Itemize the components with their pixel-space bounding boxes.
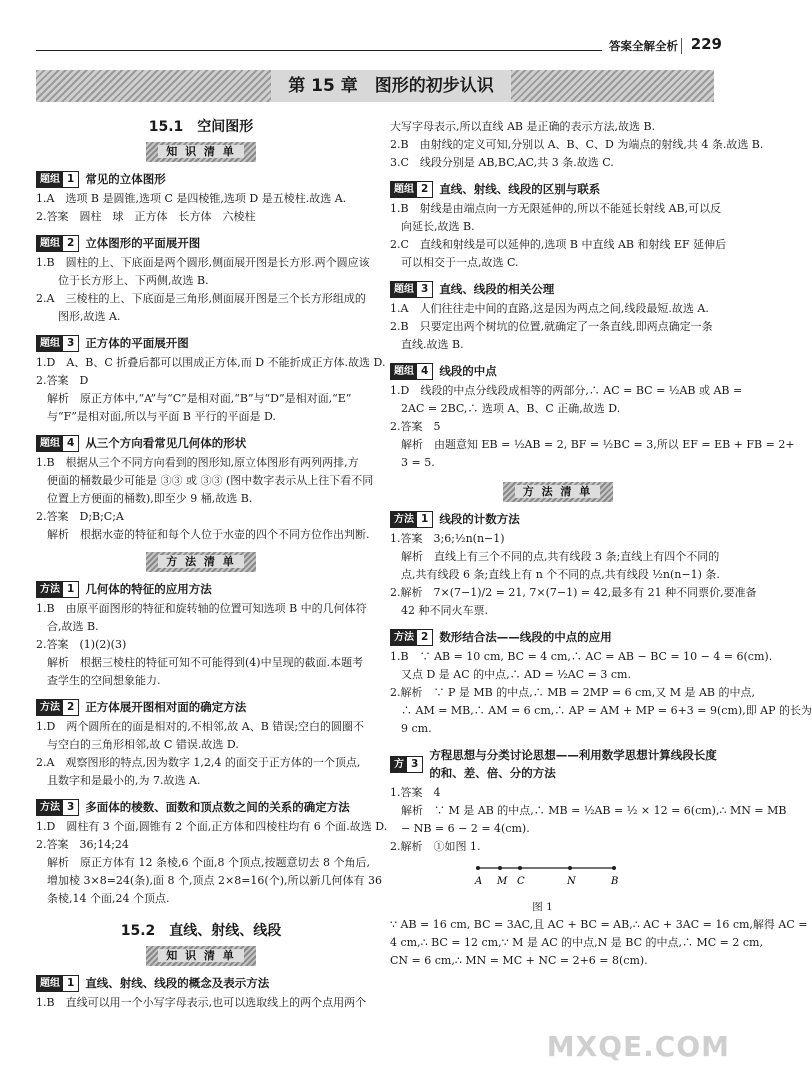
badge-number: 2 bbox=[67, 700, 75, 713]
badge-label: 题组 bbox=[37, 436, 63, 451]
answer-line: 2.答案 36;14;24 bbox=[36, 838, 129, 851]
page-number: 229 bbox=[690, 35, 722, 53]
badge-label: 方法 bbox=[37, 582, 63, 597]
answer-line: 便面的桶数最少可能是 ③③ 或 ③③ (图中数字表示从上往下看不同 bbox=[36, 474, 374, 487]
answer-line: 1.答案 3;6;½n(n−1) bbox=[390, 532, 505, 545]
answer-line: 2.A 三棱柱的上、下底面是三角形,侧面展开图是三个长方形组成的 bbox=[36, 292, 366, 305]
answer-line: 又点 D 是 AC 的中点,∴ AD = ½AC = 3 cm. bbox=[390, 668, 631, 681]
badge-label: 方法 bbox=[37, 700, 63, 715]
group-heading bbox=[36, 698, 366, 716]
group-heading bbox=[390, 510, 725, 528]
answer-line: 2.答案 圆柱 球 正方体 长方体 六棱柱 bbox=[36, 210, 256, 223]
answer-line: 点,共有线段 6 条;直线上有 n 个不同的点,共有线段 ½n(n−1) 条. bbox=[390, 568, 720, 581]
badge-number: 3 bbox=[421, 282, 429, 295]
badge-number: 3 bbox=[67, 336, 75, 349]
answer-line: ∵ AB = 16 cm, BC = 3AC,且 AC + BC = AB,∴ AC + 3AC = 16 cm,解得 AC = bbox=[390, 918, 808, 931]
point-n bbox=[568, 866, 572, 870]
group-badge bbox=[36, 799, 79, 816]
badge-number: 1 bbox=[421, 512, 429, 525]
answer-line: 合,故选 B. bbox=[36, 620, 99, 633]
group-title: 正方体展开图相对面的确定方法 bbox=[85, 700, 247, 714]
answer-line: 解析 根据三棱柱的特征可知不可能得到(4)中呈现的截面.本题考 bbox=[36, 656, 364, 669]
point-m bbox=[498, 866, 502, 870]
group-badge bbox=[390, 629, 433, 646]
answer-line: 位置上方便面的桶数),即至少 9 桶,故选 B. bbox=[36, 492, 253, 505]
answer-line: 1.D A、B、C 折叠后都可以围成正方体,而 D 不能折成正方体.故选 D. bbox=[36, 356, 386, 369]
group-badge bbox=[390, 181, 433, 198]
answer-line: 3 = 5. bbox=[390, 456, 435, 469]
group-heading bbox=[36, 974, 366, 992]
badge-label: 题组 bbox=[37, 172, 63, 187]
group-heading bbox=[36, 434, 366, 452]
answer-line: 2.解析 ∵ P 是 MB 的中点,∴ MB = 2MP = 6 cm,又 M 是 AB 的中点, bbox=[390, 686, 756, 699]
badge-number: 2 bbox=[67, 236, 75, 249]
left-column bbox=[36, 118, 388, 1012]
answer-line: CN = 6 cm,∴ MN = MC + NC = 2+6 = 8(cm). bbox=[390, 954, 648, 967]
left-group-last bbox=[36, 974, 366, 1012]
left-groups bbox=[36, 170, 386, 544]
group-title: 从三个方向看常见几何体的形状 bbox=[85, 436, 247, 450]
badge-label: 题组 bbox=[391, 182, 417, 197]
section-tag: 知 识 清 单 bbox=[146, 946, 256, 966]
point-label: B bbox=[611, 876, 619, 887]
badge-label: 方法 bbox=[391, 757, 407, 772]
group-heading bbox=[36, 580, 366, 598]
answer-line: 1.B 射线是由端点向一方无限延伸的,所以不能延长射线 AB,可以反 bbox=[390, 202, 722, 215]
answer-line: 42 种不同火车票. bbox=[390, 604, 488, 617]
point-label: M bbox=[497, 876, 508, 887]
figure-caption: 图 1 bbox=[532, 901, 553, 913]
group-heading bbox=[390, 628, 725, 646]
answer-line: 图形,故选 A. bbox=[36, 310, 121, 323]
section-tag: 知 识 清 单 bbox=[146, 142, 256, 162]
answer-line: 2.答案 (1)(2)(3) bbox=[36, 638, 127, 651]
point-c bbox=[518, 866, 522, 870]
point-label: N bbox=[567, 876, 576, 887]
group-title: 线段的计数方法 bbox=[439, 512, 520, 526]
group-title: 立体图形的平面展开图 bbox=[85, 236, 201, 250]
badge-label: 题组 bbox=[391, 282, 417, 297]
answer-line: 1.B 直线可以用一个小写字母表示,也可以选取线上的两个点用两个 bbox=[36, 996, 367, 1009]
answer-line: 1.A 选项 B 是圆锥,选项 C 是四棱锥,选项 D 是五棱柱.故选 A. bbox=[36, 192, 347, 205]
badge-number: 3 bbox=[67, 800, 75, 813]
answer-line: 可以相交于一点,故选 C. bbox=[390, 256, 519, 269]
answer-line: 与空白的三角形相邻,故 C 错误.故选 D. bbox=[36, 738, 239, 751]
badge-number: 1 bbox=[67, 582, 75, 595]
group-badge bbox=[390, 363, 433, 380]
answer-line: 与“F”是相对面,所以与平面 B 平行的平面是 D. bbox=[36, 410, 276, 423]
answer-line: 1.答案 4 bbox=[390, 786, 441, 799]
answer-line: 1.D 两个圆所在的面是相对的,不相邻,故 A、B 错误;空白的圆圈不 bbox=[36, 720, 365, 733]
answer-line: 2.A 观察图形的特点,因为数字 1,2,4 的面交于正方体的一个顶点, bbox=[36, 756, 361, 769]
answer-line: 大写字母表示,所以直线 AB 是正确的表示方法,故选 B. bbox=[390, 120, 656, 133]
answer-line: 2.B 由射线的定义可知,分别以 A、B、C、D 为端点的射线,共 4 条.故选 B. bbox=[390, 138, 764, 151]
group-title: 数形结合法——线段的中点的应用 bbox=[439, 630, 612, 644]
group-title: 方程思想与分类讨论思想——利用数学思想计算线段长度的和、差、倍、分的方法 bbox=[429, 748, 717, 780]
chapter-title: 第 15 章 图形的初步认识 bbox=[271, 70, 511, 102]
badge-label: 方法 bbox=[391, 630, 417, 645]
group-heading bbox=[390, 746, 725, 785]
answer-line: 解析 原正方体中,“A”与“C”是相对面,“B”与“D”是相对面,“E” bbox=[36, 392, 352, 405]
answer-line: 2.答案 D;B;C;A bbox=[36, 510, 124, 523]
segment-diagram bbox=[470, 858, 630, 888]
group-heading bbox=[390, 280, 725, 298]
answer-line: 解析 根据水壶的特征和每个人位于水壶的四个不同方位作出判断. bbox=[36, 528, 370, 541]
answer-line: 2.解析 ①如图 1. bbox=[390, 840, 481, 853]
answer-line: 解析 由题意知 EB = ½AB = 2, BF = ½BC = 3,所以 EF = EB + FB = 2+ bbox=[390, 438, 795, 451]
answer-line: 2.答案 5 bbox=[390, 420, 441, 433]
answer-line: 解析 原正方体有 12 条棱,6 个面,8 个顶点,按题意切去 8 个角后, bbox=[36, 856, 370, 869]
answer-line: 条棱,14 个面,24 个顶点. bbox=[36, 892, 170, 905]
section-tag: 方 法 清 单 bbox=[146, 552, 256, 572]
badge-label: 方法 bbox=[391, 512, 417, 527]
group-heading bbox=[36, 234, 366, 252]
header-rule bbox=[36, 50, 602, 51]
answer-line: 3.C 线段分别是 AB,BC,AC,共 3 条.故选 C. bbox=[390, 156, 614, 169]
group-title: 多面体的棱数、面数和顶点数之间的关系的确定方法 bbox=[85, 800, 350, 814]
group-badge bbox=[36, 235, 79, 252]
group-badge bbox=[36, 435, 79, 452]
point-label: A bbox=[475, 876, 483, 887]
answer-line: 查学生的空间想象能力. bbox=[36, 674, 161, 687]
badge-number: 2 bbox=[421, 182, 429, 195]
answer-line: 1.D 圆柱有 3 个面,圆锥有 2 个面,正方体和四棱柱均有 6 个面.故选 D. bbox=[36, 820, 388, 833]
badge-number: 4 bbox=[67, 436, 75, 449]
group-badge bbox=[36, 975, 79, 992]
section-tag: 方 法 清 单 bbox=[503, 482, 613, 502]
group-heading bbox=[390, 180, 725, 198]
answer-line: 1.A 人们往往走中间的直路,这是因为两点之间,线段最短.故选 A. bbox=[390, 302, 709, 315]
group-title: 几何体的特征的应用方法 bbox=[85, 582, 212, 596]
group-title: 线段的中点 bbox=[439, 364, 497, 378]
answer-line: 2.答案 D bbox=[36, 374, 89, 387]
watermark: MXQE.COM bbox=[546, 1030, 730, 1063]
answer-line: 位于长方形上、下两侧,故选 B. bbox=[36, 274, 209, 287]
left-methods bbox=[36, 580, 388, 908]
badge-label: 方法 bbox=[37, 800, 63, 815]
badge-number: 3 bbox=[411, 757, 419, 770]
chapter-banner bbox=[36, 70, 714, 102]
point-b bbox=[612, 866, 616, 870]
answer-line: 解析 ∵ M 是 AB 的中点,∴ MB = ½AB = ½ × 12 = 6(cm),∴ MN = MB bbox=[390, 804, 787, 817]
group-title: 常见的立体图形 bbox=[85, 172, 166, 186]
group-badge bbox=[390, 511, 433, 528]
group-title: 直线、线段的相关公理 bbox=[439, 282, 555, 296]
answer-line: 1.B ∵ AB = 10 cm, BC = 4 cm,∴ AC = AB − BC = 10 − 4 = 6(cm). bbox=[390, 650, 773, 663]
badge-number: 4 bbox=[421, 364, 429, 377]
group-heading bbox=[390, 362, 725, 380]
right-column bbox=[390, 118, 812, 970]
figure-1 bbox=[470, 858, 725, 898]
answer-line: 9 cm. bbox=[390, 722, 432, 735]
group-heading bbox=[36, 334, 366, 352]
answer-line: 增加棱 3×8=24(条),面 8 个,顶点 2×8=16(个),所以新几何体有 36 bbox=[36, 874, 382, 887]
group-badge bbox=[36, 581, 79, 598]
answer-line: − NB = 6 − 2 = 4(cm). bbox=[390, 822, 530, 835]
group-badge bbox=[390, 281, 433, 298]
group-badge bbox=[36, 335, 79, 352]
right-groups bbox=[390, 180, 795, 472]
right-methods bbox=[390, 510, 812, 856]
header-separator bbox=[681, 38, 682, 54]
header-label: 答案全解全析 bbox=[609, 39, 678, 53]
group-heading bbox=[36, 170, 366, 188]
answer-line: 1.D 线段的中点分线段成相等的两部分,∴ AC = BC = ½AB 或 AB = bbox=[390, 384, 743, 397]
answer-line: 2.B 只要定出两个树坑的位置,就确定了一条直线,即两点确定一条 bbox=[390, 320, 713, 333]
answer-line: 且数字和是最小的,为 7.故选 A. bbox=[36, 774, 201, 787]
answer-line: 1.B 由原平面图形的特征和旋转轴的位置可知选项 B 中的几何体符 bbox=[36, 602, 367, 615]
answer-line: 1.B 根据从三个不同方向看到的图形知,原立体图形有两列两排,方 bbox=[36, 456, 359, 469]
right-continued-text bbox=[390, 118, 764, 172]
point-label: C bbox=[517, 876, 525, 887]
section-title: 15.1 空间图形 bbox=[148, 119, 254, 135]
answer-line: 直线.故选 B. bbox=[390, 338, 464, 351]
section-title: 15.2 直线、射线、线段 bbox=[120, 923, 282, 939]
badge-label: 题组 bbox=[37, 336, 63, 351]
badge-label: 题组 bbox=[37, 976, 63, 991]
group-title: 直线、射线、线段的概念及表示方法 bbox=[85, 976, 270, 990]
badge-number: 1 bbox=[67, 976, 75, 989]
answer-line: 解析 直线上有三个不同的点,共有线段 3 条;直线上有四个不同的 bbox=[390, 550, 720, 563]
group-badge bbox=[390, 756, 423, 785]
answer-line: 2AC = 2BC,∴ 选项 A、B、C 正确,故选 D. bbox=[390, 402, 621, 415]
answer-line: 2.解析 7×(7−1)/2 = 21, 7×(7−1) = 42,最多有 21 种不同票价,要准备 bbox=[390, 586, 757, 599]
answer-line: 2.C 直线和射线是可以延伸的,选项 B 中直线 AB 和射线 EF 延伸后 bbox=[390, 238, 727, 251]
right-final-text bbox=[390, 916, 808, 970]
group-badge bbox=[36, 171, 79, 188]
answer-line: 向延长,故选 B. bbox=[390, 220, 475, 233]
group-heading bbox=[36, 798, 366, 816]
answer-line: ∴ AM = MB,∴ AM = 6 cm,∴ AP = AM + MP = 6+3 = 9(cm),即 AP 的长为 bbox=[390, 704, 812, 717]
badge-number: 1 bbox=[67, 172, 75, 185]
page-header bbox=[36, 36, 722, 56]
badge-label: 题组 bbox=[37, 236, 63, 251]
answer-line: 4 cm,∴ BC = 12 cm,∵ M 是 AC 的中点,N 是 BC 的中点,∴ MC = 2 cm, bbox=[390, 936, 763, 949]
group-badge bbox=[36, 699, 79, 716]
answer-line: 1.B 圆柱的上、下底面是两个圆形,侧面展开图是长方形.两个圆应该 bbox=[36, 256, 370, 269]
point-a bbox=[476, 866, 480, 870]
badge-label: 题组 bbox=[391, 364, 417, 379]
group-title: 直线、射线、线段的区别与联系 bbox=[439, 182, 601, 196]
badge-number: 2 bbox=[421, 630, 429, 643]
group-title: 正方体的平面展开图 bbox=[85, 336, 189, 350]
